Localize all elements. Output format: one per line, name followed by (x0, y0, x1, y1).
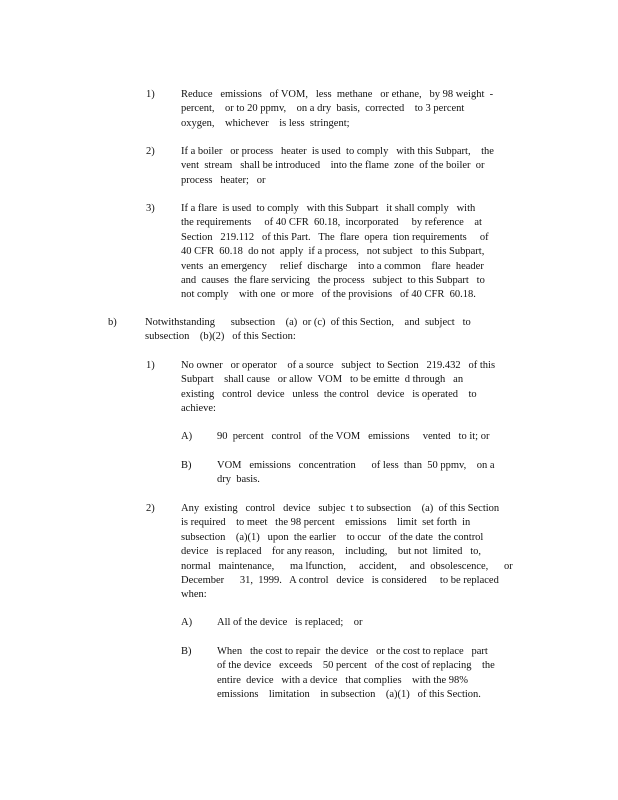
item-label: A) (181, 617, 193, 628)
item-label: B) (181, 460, 192, 471)
text-line: when: (181, 589, 207, 601)
item-label: b) (108, 317, 117, 328)
item-text (181, 202, 503, 303)
item-text (181, 145, 503, 188)
text-line: process heater; or (181, 174, 266, 186)
text-line: existing control device unless the control device is operated to (181, 388, 477, 400)
item-label: 1) (146, 89, 155, 100)
text-line: Subpart shall cause or allow VOM to be emitte d through an (181, 374, 464, 386)
text-line: normal maintenance, ma lfunction, accident, and obsolescence, or (181, 560, 513, 572)
text-line: device is replaced for any reason, including, but not limited to, (181, 546, 482, 558)
text-line: All of the device is replaced; or (217, 617, 363, 628)
text-line: No owner or operator of a source subject to Section 219.432 of this (181, 360, 496, 371)
text-line: oxygen, whichever is less stringent; (181, 117, 350, 129)
text-line: the requirements of 40 CFR 60.18, incorporated by reference at (181, 217, 482, 229)
item-text (217, 430, 502, 444)
item-label: B) (181, 646, 192, 657)
text-line: Any existing control device subjec t to subsection (a) of this Section (181, 503, 500, 514)
text-line: subsection (a)(1) upon the earlier to occur of the date the control (181, 531, 484, 543)
text-line: subsection (b)(2) of this Section: (145, 331, 296, 343)
text-line: If a boiler or process heater is used to comply with this Subpart, the (181, 146, 494, 157)
text-line: vent stream shall be introduced into the flame zone of the boiler or (181, 160, 485, 172)
text-line: 90 percent control of the VOM emissions vented to it; or (217, 431, 490, 442)
text-line: achieve: (181, 403, 216, 415)
item-label: A) (181, 431, 193, 442)
text-line: December 31, 1999. A control device is considered to be replaced (181, 575, 499, 587)
item-label: 1) (146, 360, 155, 371)
text-line: emissions limitation in subsection (a)(1) of this Section. (217, 689, 481, 701)
text-line: of the device exceeds 50 percent of the cost of replacing the (217, 660, 495, 672)
item-label: 2) (146, 503, 155, 514)
text-line: Notwithstanding subsection (a) or (c) of this Section, and subject to (145, 317, 471, 328)
item-text (217, 459, 502, 488)
text-line: If a flare is used to comply with this Subpart it shall comply with (181, 203, 476, 214)
item-text (217, 645, 505, 703)
item-text (181, 359, 503, 417)
text-line: is required to meet the 98 percent emissions limit set forth in (181, 517, 471, 529)
text-line: VOM emissions concentration of less than 50 ppmv, on a (217, 460, 495, 471)
text-line: dry basis. (217, 474, 260, 486)
item-text (145, 316, 475, 345)
item-label: 2) (146, 146, 155, 157)
text-line: Section 219.112 of this Part. The flare opera tion requirements of (181, 231, 489, 243)
text-line: not comply with one or more of the provisions of 40 CFR 60.18. (181, 289, 476, 301)
text-line: When the cost to repair the device or the cost to replace part (217, 646, 488, 657)
item-text (181, 88, 503, 131)
text-line: entire device with a device that complies with the 98% (217, 674, 469, 686)
item-label: 3) (146, 203, 155, 214)
text-line: Reduce emissions of VOM, less methane or ethane, by 98 weight - (181, 89, 494, 100)
text-line: vents an emergency relief discharge into a common flare header (181, 260, 484, 272)
text-line: 40 CFR 60.18 do not apply if a process, not subject to this Subpart, (181, 246, 485, 258)
text-line: percent, or to 20 ppmv, on a dry basis, corrected to 3 percent (181, 103, 465, 115)
item-text (217, 616, 505, 630)
text-line: and causes the flare servicing the process subject to this Subpart to (181, 275, 485, 287)
item-text (181, 502, 513, 603)
